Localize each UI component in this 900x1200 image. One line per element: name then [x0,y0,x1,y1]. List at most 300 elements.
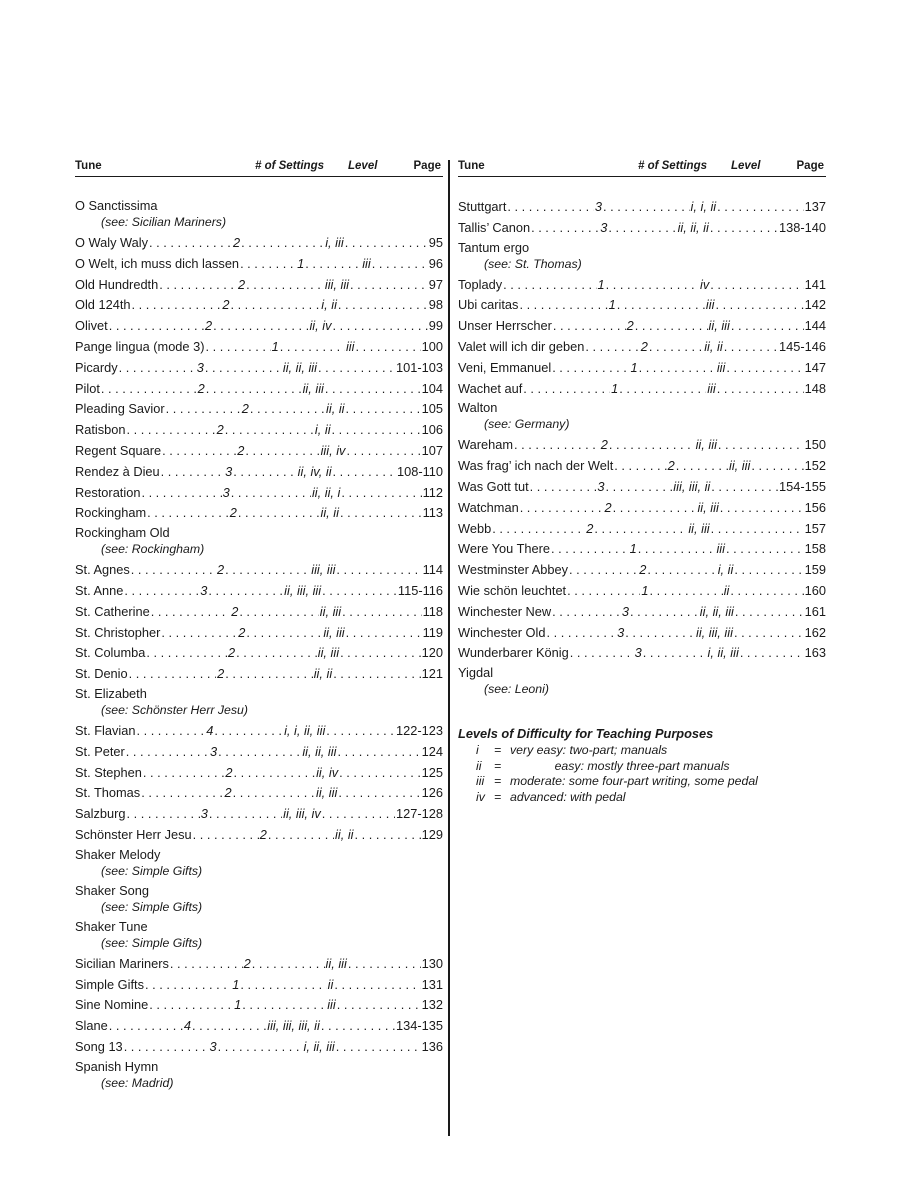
settings-count: 3 [621,603,630,619]
tune-entry [458,643,826,664]
page-number: 98 [428,297,443,313]
settings-count: 2 [259,826,267,842]
page-number: 106 [421,422,443,438]
tune-line [75,783,443,804]
dot-leader [520,498,604,519]
tune-name: Shaker Song [75,882,149,898]
tune-entry [458,560,826,581]
tune-entry [458,337,826,358]
dot-leader [336,1037,421,1058]
tune-line [458,581,826,602]
tune-entry [458,295,826,316]
settings-count: 1 [271,338,279,354]
tune-name: Was frag’ ich nach der Welt [458,458,614,474]
dot-leader [143,763,225,784]
settings-count: 3 [200,582,208,598]
dot-leader [340,503,422,524]
legend-row [458,743,838,759]
tune-name: Was Gott tut [458,478,529,494]
settings-count: 2 [197,380,205,396]
equals-sign: = [494,743,502,757]
tune-line [458,498,826,519]
settings-count: 3 [200,806,208,822]
dot-leader [246,275,324,296]
dot-leader [355,337,420,358]
tune-line [458,295,826,316]
tune-name: Regent Square [75,442,162,458]
tune-name: Stuttgart [458,199,507,214]
dot-leader [213,316,308,337]
difficulty-level: ii, iii [325,955,347,971]
page-number: 131 [421,976,443,992]
settings-count: 4 [183,1018,192,1034]
difficulty-level: ii, iv [316,764,339,780]
level-code: ii [476,758,482,773]
dot-leader [136,721,205,742]
header-level: Level [348,160,378,172]
tune-entry [75,275,443,296]
dot-leader [337,742,420,763]
difficulty-level: ii, ii [326,401,345,417]
tune-entry [458,456,826,477]
difficulty-level: ii, ii, iii [302,743,337,759]
settings-count: 1 [234,997,242,1013]
dot-leader [233,783,315,804]
page-number: 121 [421,666,443,682]
difficulty-level: iii [362,255,371,271]
difficulty-level: ii, iii, iv [283,806,321,822]
tune-name: Westminster Abbey [458,562,569,578]
dot-leader [250,399,325,420]
dot-leader [635,316,708,337]
equals-sign: = [494,789,502,804]
settings-count: 1 [630,359,638,375]
settings-count: 2 [243,955,251,971]
legend-row [458,759,838,775]
dot-leader [608,218,676,239]
tune-line [75,399,443,420]
settings-count: 3 [210,743,218,759]
header-tune: Tune [458,160,485,172]
tune-entry [75,685,443,721]
tune-line [75,560,443,581]
difficulty-level: ii, ii, i [311,484,341,500]
dot-leader [710,275,803,296]
see-reference: (see: Rockingham) [101,542,205,557]
left-column [75,158,443,1094]
tune-entry [75,379,443,400]
header-settings: # of Settings [638,160,708,172]
dot-leader [146,643,227,664]
dot-leader [346,399,421,420]
dot-leader [240,254,296,275]
dot-leader [166,399,241,420]
tune-line [75,742,443,763]
tune-line [75,804,443,825]
page-number: 101-103 [396,359,443,375]
dot-leader [205,358,282,379]
page-number: 161 [804,603,826,619]
tune-line [458,539,826,560]
tune-name: Restoration [75,484,141,500]
tune-name: Sine Nomine [75,997,149,1013]
tune-name: St. Elizabeth [75,685,147,701]
tune-entry [458,519,826,540]
tune-entry [75,197,443,233]
difficulty-level: i, i, ii [690,199,717,214]
tune-name: Pleading Savior [75,401,165,417]
dot-leader [339,763,421,784]
tune-name: St. Agnes [75,562,130,578]
page-number: 158 [804,541,826,557]
tune-line [75,975,443,996]
tune-line [75,763,443,784]
settings-count: 3 [225,463,233,479]
tune-entry [458,623,826,644]
tune-entry [75,882,443,918]
difficulty-level: ii, ii, iii [282,359,317,375]
tune-line [75,441,443,462]
column-divider [448,160,450,1136]
dot-leader [649,581,722,602]
tune-line [458,560,826,581]
dot-leader [606,477,673,498]
difficulty-level: ii, ii [320,505,339,521]
difficulty-level: iii, iii [311,562,336,578]
page-number: 163 [804,645,826,661]
page-number: 162 [804,624,826,640]
page-number: 144 [804,318,826,334]
tune-line [75,358,443,379]
tune-name: Ratisbon [75,422,126,438]
equals-sign: = [494,774,502,788]
dot-leader [147,503,229,524]
tune-line [75,825,443,846]
dot-leader [740,643,804,664]
page-number: 134-135 [396,1018,443,1034]
dot-leader [127,420,216,441]
dot-leader [126,742,209,763]
settings-count: 2 [216,422,224,438]
dot-leader [630,602,699,623]
header-tune: Tune [75,160,102,172]
tune-name: St. Denio [75,666,128,682]
tune-entry [75,664,443,685]
tune-line [458,379,826,400]
page-number: 137 [804,199,826,214]
tune-name: Wachet auf [458,380,523,396]
tune-line [458,275,826,296]
dot-leader [280,337,345,358]
dot-leader [625,623,695,644]
dot-leader [305,254,361,275]
dot-leader [109,1016,183,1037]
settings-count: 3 [196,359,204,375]
tune-name: St. Catherine [75,603,150,619]
tune-line [75,954,443,975]
dot-leader [218,742,301,763]
dot-leader [614,456,666,477]
difficulty-level: ii, iii [708,318,730,334]
settings-count: 3 [594,199,603,214]
settings-count: 1 [641,582,649,598]
tune-entry [75,783,443,804]
tune-line [75,275,443,296]
dot-leader [523,379,610,400]
see-reference: (see: St. Thomas) [484,256,582,271]
dot-leader [170,954,243,975]
settings-count: 2 [667,458,675,474]
level-name: very easy: [510,743,567,757]
dot-leader [149,995,233,1016]
legend-row [458,790,838,806]
page-number: 105 [421,401,443,417]
settings-count: 3 [617,624,625,640]
see-reference: (see: Simple Gifts) [101,863,203,878]
difficulty-level: i, i, ii, iii [284,722,326,738]
tune-entry [458,477,826,498]
tune-entry [75,462,443,483]
tune-name: Toplady [458,276,503,292]
dot-leader [192,1016,266,1037]
difficulty-level: ii, ii [335,826,354,842]
dot-leader [606,275,699,296]
tune-entry [75,1037,443,1058]
tune-line [75,316,443,337]
tune-name: Winchester Old [458,624,546,640]
tune-entry [75,399,443,420]
level-name: easy: [554,758,584,773]
dot-leader [567,581,640,602]
page-number: 126 [421,785,443,801]
dot-leader [338,295,428,316]
see-reference: (see: Madrid) [101,1075,174,1090]
tune-line [75,1037,443,1058]
dot-leader [149,233,232,254]
tune-line [75,664,443,685]
dot-leader [326,721,395,742]
header-page: Page [796,160,824,172]
dot-leader [594,519,687,540]
tune-name: Tallis’ Canon [458,219,531,235]
dot-leader [332,420,421,441]
tune-name: Shaker Melody [75,846,161,862]
page-number: 104 [421,380,443,396]
dot-leader [726,539,804,560]
dot-leader [649,337,703,358]
tune-line [75,295,443,316]
dot-leader [233,462,296,483]
tune-name: O Waly Waly [75,235,148,250]
dot-leader [322,804,395,825]
settings-count: 2 [231,603,239,619]
dot-leader [159,275,237,296]
settings-count: 2 [225,764,233,780]
equals-sign: = [494,758,502,773]
page-number: 119 [422,624,443,640]
dot-leader [246,623,322,644]
tune-line [458,358,826,379]
level-description: mostly three-part manuals [587,758,730,773]
dot-leader [161,623,237,644]
difficulty-level: ii, iii [323,624,345,640]
see-reference: (see: Leoni) [484,682,549,697]
settings-count: 1 [629,541,637,557]
page-number: 148 [804,380,826,396]
difficulty-level: ii, iii [302,380,324,396]
page-number: 142 [804,297,826,313]
dot-leader [638,539,716,560]
tune-name: Olivet [75,318,108,334]
tune-name: Yigdal [458,665,494,681]
page-number: 132 [421,997,443,1013]
tune-line [75,233,443,254]
dot-leader [337,995,421,1016]
difficulty-level: ii, iv [309,318,332,334]
dot-leader [617,295,705,316]
tune-entry [75,420,443,441]
level-description: with pedal [570,789,626,804]
dot-leader [218,1037,303,1058]
tune-name: St. Thomas [75,785,141,801]
difficulty-level: iii [327,997,336,1013]
difficulty-level: iii [705,297,715,313]
tune-entry [458,602,826,623]
dot-leader [239,602,318,623]
tune-name: Pange lingua (mode 3) [75,338,205,354]
dot-leader [325,379,421,400]
dot-leader [735,602,804,623]
dot-leader [676,456,728,477]
dot-leader [318,358,395,379]
tune-entry [75,742,443,763]
tune-name: Song 13 [75,1038,123,1054]
tune-entry [458,275,826,296]
difficulty-level: iii, iii, iii, ii [267,1018,320,1034]
tune-entry [75,804,443,825]
tune-line [458,519,826,540]
difficulty-level: ii, ii, iii [699,603,734,619]
difficulty-level: ii, iii, iii [284,582,322,598]
tune-name: Watchman [458,499,519,515]
tune-entry [75,643,443,664]
see-reference: (see: Schönster Herr Jesu) [101,702,248,717]
level-description: two-part; manuals [569,743,668,757]
tune-entry [75,295,443,316]
settings-count: 1 [611,380,619,396]
dot-leader [530,477,597,498]
dot-leader [348,954,421,975]
settings-count: 2 [600,437,608,453]
tune-name: Rockingham Old [75,525,170,541]
dot-leader [332,316,427,337]
difficulty-level: ii, iii [317,645,340,661]
tune-line [458,337,826,358]
dot-leader [342,602,421,623]
legend-row [458,774,838,790]
tune-name: Picardy [75,359,118,375]
dot-leader [751,456,803,477]
tune-name: St. Stephen [75,764,142,780]
level-code: iv [476,789,485,804]
settings-count: 2 [224,785,232,801]
tune-name: Slane [75,1018,108,1034]
difficulty-level: i, iii [325,235,344,250]
dot-leader [151,602,230,623]
tune-entry [75,975,443,996]
tune-entry [458,358,826,379]
tune-name: Salzburg [75,806,126,822]
tune-entry [458,581,826,602]
difficulty-level: ii, iii [688,520,710,536]
tune-line [75,602,443,623]
page-number: 107 [421,442,443,458]
dot-leader [205,337,270,358]
difficulty-level: ii, ii [704,338,723,354]
dot-leader [141,483,221,504]
header-level: Level [731,160,761,172]
dot-leader [333,664,420,685]
page-number: 147 [804,359,826,375]
tune-name: Spanish Hymn [75,1058,159,1074]
tune-name: Walton [458,400,498,416]
page-number: 114 [422,562,443,578]
dot-leader [346,441,420,462]
dot-leader [730,581,803,602]
tune-line [458,643,826,664]
dot-leader [230,295,320,316]
tune-name: Unser Herrscher [458,318,552,334]
dot-leader [372,254,428,275]
dot-leader [718,435,804,456]
dot-leader [101,379,197,400]
difficulty-level: i, ii [321,297,337,313]
tune-entry [458,218,826,239]
tune-entry [75,233,443,254]
difficulty-level: ii [327,976,334,992]
tune-entry [458,539,826,560]
dot-leader [252,954,325,975]
see-reference: (see: Sicilian Mariners) [101,215,227,229]
dot-leader [609,435,695,456]
settings-count: 2 [205,318,213,334]
tune-entry [75,254,443,275]
dot-leader [350,275,428,296]
dot-leader [240,975,326,996]
dot-leader [236,643,317,664]
dot-leader [717,197,804,218]
settings-count: 2 [241,401,249,417]
tune-line [75,420,443,441]
tune-entry [75,1058,443,1094]
difficulty-level: ii, ii, ii [677,219,709,235]
page-number: 112 [422,484,443,500]
tune-name: Winchester New [458,603,552,619]
page-number: 95 [428,235,443,250]
page-number: 150 [804,437,826,453]
difficulty-level: iii, iii, ii [673,478,711,494]
tune-entry [75,560,443,581]
tune-entry [75,954,443,975]
difficulty-level: ii [723,582,730,598]
tune-line [458,197,826,218]
legend-title: Levels of Difficulty for Teaching Purposes [458,726,714,741]
dot-leader [715,295,803,316]
dot-leader [322,581,397,602]
dot-leader [333,462,396,483]
tune-entry [458,399,826,435]
dot-leader [162,441,236,462]
